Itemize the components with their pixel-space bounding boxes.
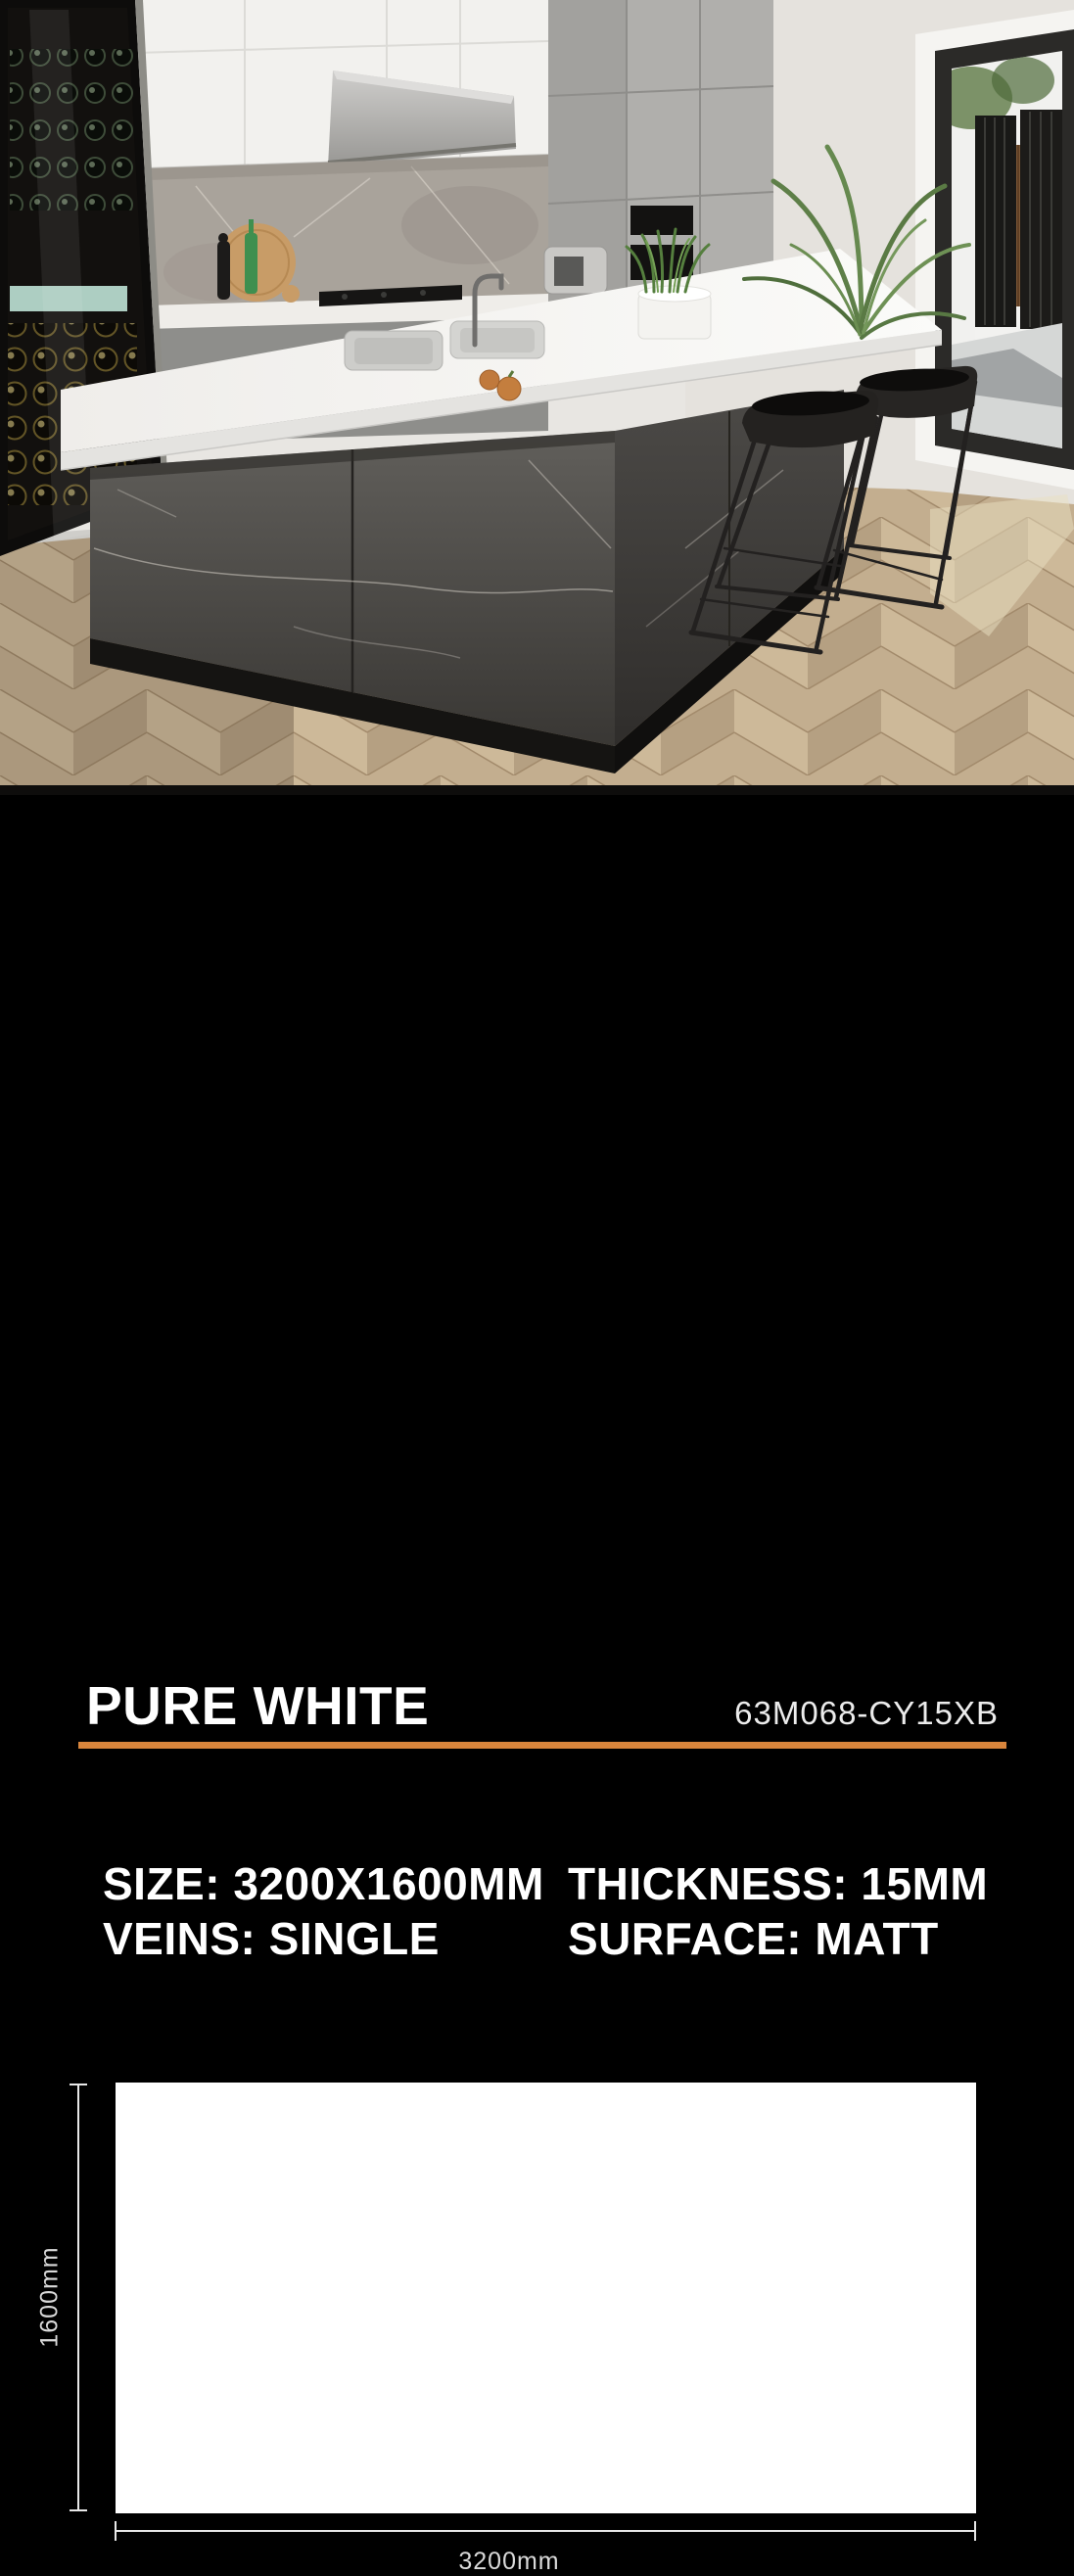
window (915, 10, 1074, 490)
info-panel (0, 795, 1074, 2575)
width-dimension-cap-left (115, 2521, 117, 2541)
product-code: 63M068-CY15XB (734, 1695, 999, 1731)
spec-veins: VEINS: SINGLE (103, 1913, 440, 1964)
spec-surface: SURFACE: MATT (568, 1913, 939, 1964)
specs-grid (103, 1856, 988, 1966)
width-dimension-line (116, 2530, 976, 2532)
header-row (86, 1675, 999, 1736)
width-dimension-label: 3200mm (458, 2548, 560, 2575)
spec-size: SIZE: 3200X1600MM (103, 1858, 544, 1909)
width-dimension-cap-right (974, 2521, 976, 2541)
height-dimension-cap-bottom (70, 2509, 87, 2511)
height-dimension-label: 1600mm (35, 2246, 64, 2348)
height-dimension-cap-top (70, 2084, 87, 2085)
photo-bottom-strip (0, 785, 1074, 795)
slab-swatch (116, 2083, 976, 2513)
kitchen-photo (0, 0, 1074, 795)
product-name: PURE WHITE (86, 1675, 430, 1736)
kitchen-scene (0, 0, 1074, 795)
height-dimension-line (77, 2085, 79, 2511)
backsplash (147, 155, 548, 307)
accent-divider (78, 1742, 1006, 1749)
spec-thickness: THICKNESS: 15MM (568, 1858, 989, 1909)
